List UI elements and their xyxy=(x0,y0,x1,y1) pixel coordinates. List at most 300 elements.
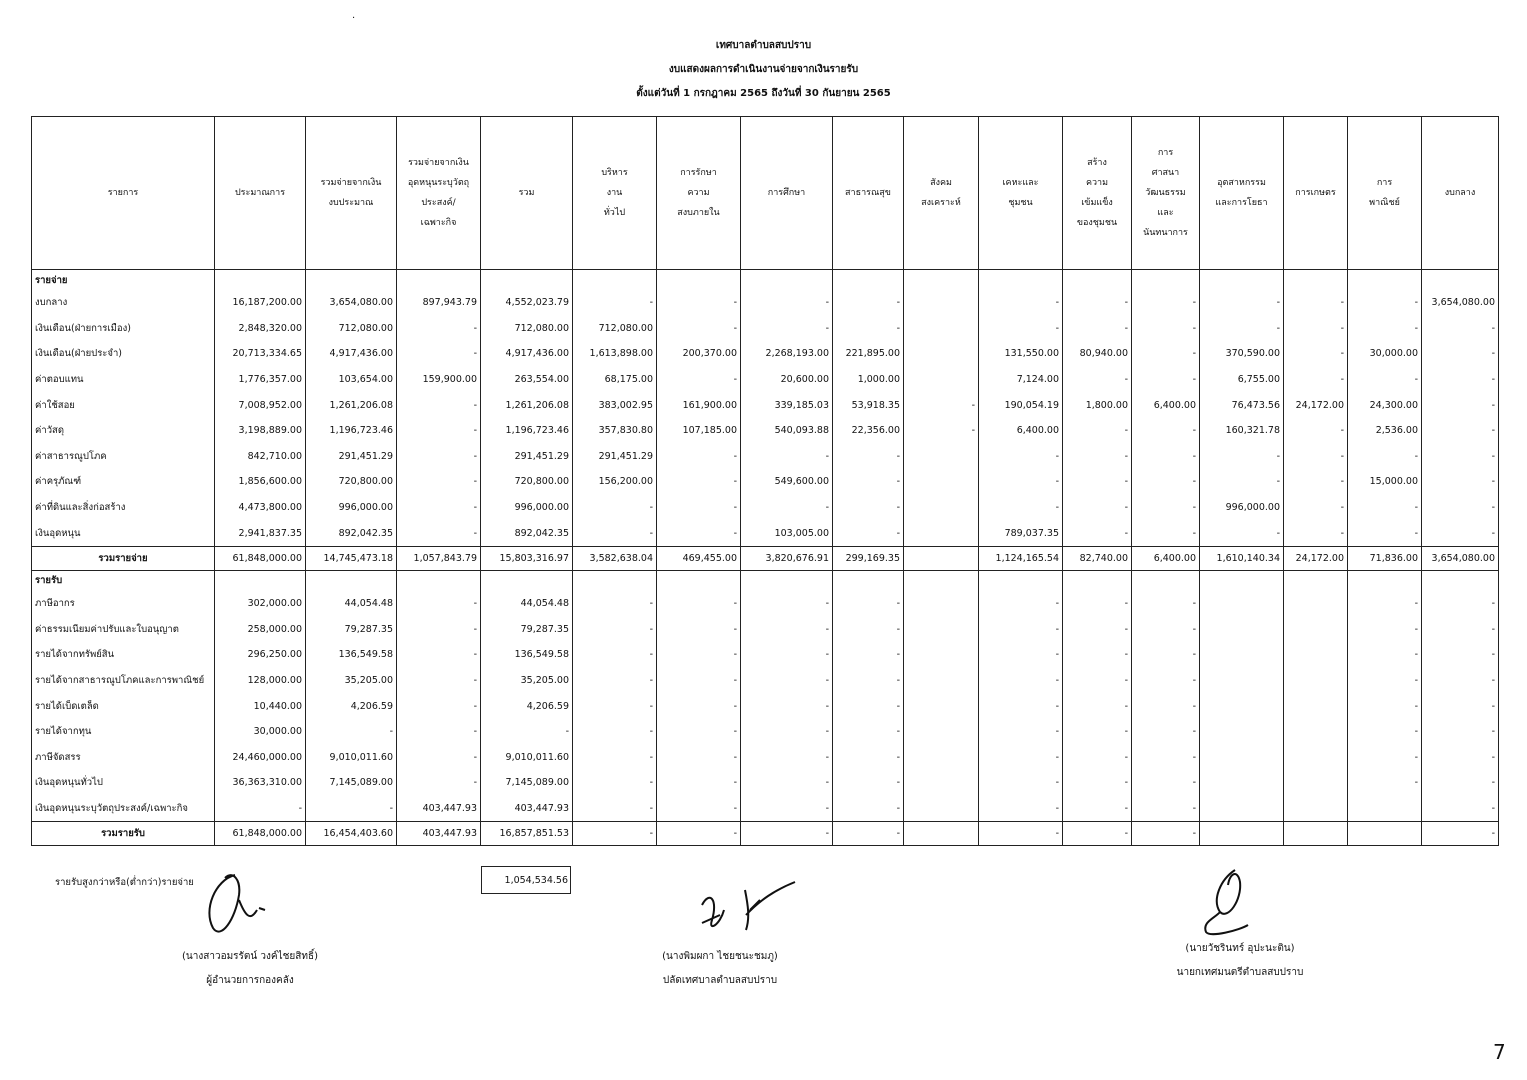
empty-cell xyxy=(904,270,979,291)
table-cell: 789,037.35 xyxy=(979,520,1063,546)
empty-cell xyxy=(215,570,306,591)
table-cell: - xyxy=(1200,316,1284,342)
table-cell: - xyxy=(833,693,904,719)
table-cell: - xyxy=(1063,642,1132,668)
table-row xyxy=(32,693,1499,719)
table-cell: - xyxy=(833,719,904,745)
column-header: รวม xyxy=(481,117,573,270)
row-label: รายได้เบ็ดเตล็ด xyxy=(32,693,215,719)
signature-block-mayor xyxy=(1120,937,1360,985)
table-cell: - xyxy=(833,668,904,694)
table-cell: - xyxy=(1132,770,1200,796)
table-cell: 61,848,000.00 xyxy=(215,822,306,846)
table-cell: - xyxy=(1284,418,1348,444)
table-cell: - xyxy=(1284,520,1348,546)
table-cell xyxy=(904,546,979,570)
signer-position: ผู้อำนวยการกองคลัง xyxy=(206,975,294,986)
table-cell: - xyxy=(215,796,306,822)
page-number: 7 xyxy=(1493,1040,1506,1064)
table-cell: 263,554.00 xyxy=(481,367,573,393)
total-row xyxy=(32,546,1499,570)
table-cell: - xyxy=(657,770,741,796)
signature-block-municipal-clerk xyxy=(610,945,830,993)
table-cell: - xyxy=(1422,316,1499,342)
table-cell: - xyxy=(573,591,657,617)
table-cell: - xyxy=(1348,719,1422,745)
column-header: บริหาร งาน ทั่วไป xyxy=(573,117,657,270)
empty-cell xyxy=(833,270,904,291)
table-cell xyxy=(904,316,979,342)
row-label: งบกลาง xyxy=(32,290,215,316)
table-row xyxy=(32,520,1499,546)
table-cell: 3,582,638.04 xyxy=(573,546,657,570)
table-cell: 299,169.35 xyxy=(833,546,904,570)
empty-cell xyxy=(397,570,481,591)
table-cell: - xyxy=(1063,418,1132,444)
table-cell: - xyxy=(1132,444,1200,470)
empty-cell xyxy=(397,270,481,291)
table-cell: - xyxy=(397,316,481,342)
table-cell: - xyxy=(1063,591,1132,617)
table-cell: - xyxy=(1063,367,1132,393)
table-cell: 128,000.00 xyxy=(215,668,306,694)
table-cell: - xyxy=(1063,444,1132,470)
table-cell: - xyxy=(1200,444,1284,470)
table-cell xyxy=(1284,668,1348,694)
column-header: รายการ xyxy=(32,117,215,270)
table-cell: 15,000.00 xyxy=(1348,469,1422,495)
signer-name: (นายวัชรินทร์ อุปะนะติน) xyxy=(1185,943,1295,954)
table-cell: 6,400.00 xyxy=(979,418,1063,444)
table-cell: - xyxy=(833,745,904,771)
empty-cell xyxy=(979,270,1063,291)
table-cell: 9,010,011.60 xyxy=(306,745,397,771)
table-cell: - xyxy=(1200,469,1284,495)
table-cell: - xyxy=(1348,642,1422,668)
table-cell: 35,205.00 xyxy=(306,668,397,694)
table-row xyxy=(32,444,1499,470)
table-cell: 160,321.78 xyxy=(1200,418,1284,444)
table-cell: - xyxy=(979,693,1063,719)
row-label: ค่าที่ดินและสิ่งก่อสร้าง xyxy=(32,495,215,521)
table-cell xyxy=(1200,642,1284,668)
table-cell: 1,800.00 xyxy=(1063,392,1132,418)
table-cell: - xyxy=(833,290,904,316)
table-cell: - xyxy=(1132,520,1200,546)
table-cell: 339,185.03 xyxy=(741,392,833,418)
row-label: ค่าตอบแทน xyxy=(32,367,215,393)
table-cell: 6,755.00 xyxy=(1200,367,1284,393)
table-cell: 1,124,165.54 xyxy=(979,546,1063,570)
table-cell: 4,917,436.00 xyxy=(481,341,573,367)
table-cell: 20,713,334.65 xyxy=(215,341,306,367)
table-cell: - xyxy=(657,745,741,771)
table-cell: 357,830.80 xyxy=(573,418,657,444)
table-cell: - xyxy=(1132,367,1200,393)
row-label: เงินอุดหนุนระบุวัตถุประสงค์/เฉพาะกิจ xyxy=(32,796,215,822)
row-label: รวมรายรับ xyxy=(32,822,215,846)
table-cell: - xyxy=(657,642,741,668)
table-row xyxy=(32,719,1499,745)
table-cell: - xyxy=(657,591,741,617)
column-header-row xyxy=(32,117,1499,270)
table-row xyxy=(32,642,1499,668)
empty-cell xyxy=(904,570,979,591)
table-cell: - xyxy=(397,444,481,470)
table-cell: 82,740.00 xyxy=(1063,546,1132,570)
table-cell: - xyxy=(1132,341,1200,367)
table-cell: - xyxy=(1063,617,1132,643)
empty-cell xyxy=(741,570,833,591)
table-cell: - xyxy=(1063,693,1132,719)
table-cell xyxy=(1348,796,1422,822)
table-cell: - xyxy=(1132,290,1200,316)
table-cell: 383,002.95 xyxy=(573,392,657,418)
table-cell: 3,820,676.91 xyxy=(741,546,833,570)
table-cell xyxy=(1200,796,1284,822)
table-cell: - xyxy=(1132,668,1200,694)
section-title-row xyxy=(32,270,1499,291)
table-cell: 7,008,952.00 xyxy=(215,392,306,418)
table-cell xyxy=(1200,591,1284,617)
total-row xyxy=(32,822,1499,846)
table-cell: 4,917,436.00 xyxy=(306,341,397,367)
table-cell: - xyxy=(1348,290,1422,316)
table-cell: 71,836.00 xyxy=(1348,546,1422,570)
empty-cell xyxy=(833,570,904,591)
table-cell: - xyxy=(1422,745,1499,771)
table-cell: 4,473,800.00 xyxy=(215,495,306,521)
table-cell: - xyxy=(397,418,481,444)
table-cell: 136,549.58 xyxy=(306,642,397,668)
column-header: การ ศาสนา วัฒนธรรม และ นันทนาการ xyxy=(1132,117,1200,270)
column-header: สังคม สงเคราะห์ xyxy=(904,117,979,270)
table-cell xyxy=(904,745,979,771)
table-cell: - xyxy=(397,520,481,546)
row-label: เงินเดือน(ฝ่ายประจำ) xyxy=(32,341,215,367)
table-cell xyxy=(1284,591,1348,617)
table-cell: 3,654,080.00 xyxy=(1422,290,1499,316)
table-cell: - xyxy=(573,745,657,771)
row-label: เงินอุดหนุนทั่วไป xyxy=(32,770,215,796)
table-cell: - xyxy=(1063,290,1132,316)
table-cell: - xyxy=(1422,469,1499,495)
table-cell: - xyxy=(833,469,904,495)
table-cell: - xyxy=(1063,822,1132,846)
table-cell: 842,710.00 xyxy=(215,444,306,470)
empty-cell xyxy=(306,570,397,591)
empty-cell xyxy=(1348,570,1422,591)
table-cell xyxy=(1200,770,1284,796)
table-cell: 6,400.00 xyxy=(1132,392,1200,418)
table-cell: 30,000.00 xyxy=(1348,341,1422,367)
table-cell xyxy=(904,693,979,719)
table-cell: - xyxy=(1063,316,1132,342)
table-cell: 403,447.93 xyxy=(397,796,481,822)
table-cell: - xyxy=(979,668,1063,694)
table-cell: 1,613,898.00 xyxy=(573,341,657,367)
table-cell: 131,550.00 xyxy=(979,341,1063,367)
section-title-row xyxy=(32,570,1499,591)
table-cell xyxy=(904,444,979,470)
table-cell: - xyxy=(833,591,904,617)
table-cell: - xyxy=(1348,770,1422,796)
table-cell: - xyxy=(833,316,904,342)
table-row xyxy=(32,668,1499,694)
table-cell: - xyxy=(1422,693,1499,719)
table-cell: - xyxy=(979,495,1063,521)
table-cell: - xyxy=(1132,822,1200,846)
table-cell: 1,057,843.79 xyxy=(397,546,481,570)
stray-mark: . xyxy=(352,10,356,21)
table-cell: 10,440.00 xyxy=(215,693,306,719)
table-cell: - xyxy=(1422,495,1499,521)
table-cell: 996,000.00 xyxy=(306,495,397,521)
table-cell: 61,848,000.00 xyxy=(215,546,306,570)
signature-2 xyxy=(690,870,810,940)
table-cell: - xyxy=(657,469,741,495)
empty-cell xyxy=(1284,270,1348,291)
empty-cell xyxy=(1422,570,1499,591)
table-cell: 4,206.59 xyxy=(306,693,397,719)
table-cell xyxy=(904,796,979,822)
column-header: สาธารณสุข xyxy=(833,117,904,270)
row-label: รายได้จากทุน xyxy=(32,719,215,745)
row-label: รายได้จากทรัพย์สิน xyxy=(32,642,215,668)
table-row xyxy=(32,367,1499,393)
table-cell: 291,451.29 xyxy=(573,444,657,470)
column-header: เคหะและ ชุมชน xyxy=(979,117,1063,270)
table-cell: 712,080.00 xyxy=(481,316,573,342)
table-cell: 1,196,723.46 xyxy=(306,418,397,444)
table-cell: 7,145,089.00 xyxy=(481,770,573,796)
table-cell: 4,206.59 xyxy=(481,693,573,719)
table-cell: - xyxy=(397,591,481,617)
table-cell: - xyxy=(1132,591,1200,617)
table-cell: - xyxy=(1422,822,1499,846)
signature-1 xyxy=(195,860,275,940)
table-cell: 16,454,403.60 xyxy=(306,822,397,846)
table-cell: - xyxy=(657,290,741,316)
table-cell: - xyxy=(1063,745,1132,771)
table-cell: - xyxy=(1132,796,1200,822)
column-header: การรักษา ความ สงบภายใน xyxy=(657,117,741,270)
table-cell: - xyxy=(657,617,741,643)
table-cell: - xyxy=(1063,520,1132,546)
table-cell: 136,549.58 xyxy=(481,642,573,668)
table-cell: 996,000.00 xyxy=(481,495,573,521)
table-cell: - xyxy=(1284,495,1348,521)
table-cell: 14,745,473.18 xyxy=(306,546,397,570)
empty-cell xyxy=(657,270,741,291)
report-period: ตั้งแต่วันที่ 1 กรกฎาคม 2565 ถึงวันที่ 30 กันยายน 2565 xyxy=(636,88,891,99)
table-cell: 1,856,600.00 xyxy=(215,469,306,495)
table-cell: - xyxy=(1132,316,1200,342)
table-cell: - xyxy=(573,617,657,643)
table-cell: 291,451.29 xyxy=(306,444,397,470)
table-cell xyxy=(1200,822,1284,846)
table-cell: - xyxy=(306,796,397,822)
table-cell xyxy=(904,822,979,846)
column-header: ประมาณการ xyxy=(215,117,306,270)
table-cell: - xyxy=(397,745,481,771)
table-cell: 403,447.93 xyxy=(397,822,481,846)
table-cell: - xyxy=(573,290,657,316)
table-cell: - xyxy=(979,719,1063,745)
table-cell: - xyxy=(657,367,741,393)
table-cell: - xyxy=(741,642,833,668)
table-cell: - xyxy=(979,822,1063,846)
table-cell: - xyxy=(741,719,833,745)
table-cell: 3,654,080.00 xyxy=(306,290,397,316)
column-header: รวมจ่ายจากเงิน อุดหนุนระบุวัตถุ ประสงค์/ เฉพาะกิจ xyxy=(397,117,481,270)
table-cell: - xyxy=(904,392,979,418)
table-cell: 16,187,200.00 xyxy=(215,290,306,316)
table-cell: - xyxy=(1348,316,1422,342)
table-cell: - xyxy=(1422,367,1499,393)
table-cell: 161,900.00 xyxy=(657,392,741,418)
table-cell: 76,473.56 xyxy=(1200,392,1284,418)
column-header: อุตสาหกรรม และการโยธา xyxy=(1200,117,1284,270)
table-cell: - xyxy=(1422,341,1499,367)
table-cell xyxy=(1200,719,1284,745)
table-cell: - xyxy=(1348,367,1422,393)
table-cell: 540,093.88 xyxy=(741,418,833,444)
table-cell xyxy=(904,770,979,796)
table-cell: - xyxy=(979,469,1063,495)
table-cell: 156,200.00 xyxy=(573,469,657,495)
table-cell: 712,080.00 xyxy=(306,316,397,342)
table-cell: - xyxy=(573,822,657,846)
table-cell: - xyxy=(1132,719,1200,745)
table-cell: - xyxy=(1348,745,1422,771)
table-cell: - xyxy=(1132,418,1200,444)
table-cell xyxy=(904,367,979,393)
empty-cell xyxy=(741,270,833,291)
table-cell xyxy=(904,719,979,745)
table-cell: 3,198,889.00 xyxy=(215,418,306,444)
empty-cell xyxy=(1200,270,1284,291)
signer-name: (นางพิมผกา ไชยชนะชมภู) xyxy=(662,951,778,962)
difference-label: รายรับสูงกว่าหรือ(ต่ำกว่า)รายจ่าย xyxy=(55,877,194,888)
table-cell: 720,800.00 xyxy=(306,469,397,495)
row-label: ค่าใช้สอย xyxy=(32,392,215,418)
table-cell: - xyxy=(1422,796,1499,822)
table-cell: 35,205.00 xyxy=(481,668,573,694)
table-cell: 2,848,320.00 xyxy=(215,316,306,342)
table-cell: - xyxy=(397,341,481,367)
org-title: เทศบาลตำบลสบปราบ xyxy=(715,40,812,51)
table-cell: - xyxy=(833,770,904,796)
difference-value: 1,054,534.56 xyxy=(481,866,571,894)
table-cell: - xyxy=(1063,719,1132,745)
table-cell: - xyxy=(1422,444,1499,470)
empty-cell xyxy=(481,570,573,591)
table-cell: - xyxy=(573,770,657,796)
table-cell: 103,654.00 xyxy=(306,367,397,393)
row-label: ค่าสาธารณูปโภค xyxy=(32,444,215,470)
column-header: งบกลาง xyxy=(1422,117,1499,270)
table-cell: 107,185.00 xyxy=(657,418,741,444)
table-cell: - xyxy=(979,770,1063,796)
table-cell: 79,287.35 xyxy=(481,617,573,643)
table-cell: - xyxy=(1422,719,1499,745)
table-cell: - xyxy=(1422,591,1499,617)
table-cell xyxy=(1200,668,1284,694)
table-cell xyxy=(1284,822,1348,846)
table-cell: - xyxy=(397,495,481,521)
column-header: รวมจ่ายจากเงิน งบประมาณ xyxy=(306,117,397,270)
column-header: การเกษตร xyxy=(1284,117,1348,270)
table-cell: - xyxy=(1200,290,1284,316)
signature-block-finance-director xyxy=(140,945,360,993)
section-title: รายจ่าย xyxy=(32,270,215,291)
table-cell: - xyxy=(1348,693,1422,719)
table-cell: - xyxy=(1284,341,1348,367)
table-cell: - xyxy=(833,495,904,521)
row-label: ค่าธรรมเนียมค่าปรับและใบอนุญาต xyxy=(32,617,215,643)
table-row xyxy=(32,745,1499,771)
table-cell: - xyxy=(1422,617,1499,643)
table-cell: - xyxy=(1284,367,1348,393)
table-cell: - xyxy=(1132,617,1200,643)
table-cell: - xyxy=(741,617,833,643)
table-cell: - xyxy=(397,668,481,694)
report-body xyxy=(32,270,1499,846)
table-cell: - xyxy=(397,617,481,643)
table-cell: - xyxy=(481,719,573,745)
column-header: การศึกษา xyxy=(741,117,833,270)
table-cell: - xyxy=(979,617,1063,643)
table-cell: 15,803,316.97 xyxy=(481,546,573,570)
table-cell: - xyxy=(1422,642,1499,668)
table-cell: - xyxy=(1348,520,1422,546)
table-cell: 892,042.35 xyxy=(481,520,573,546)
table-cell xyxy=(1284,642,1348,668)
table-cell xyxy=(904,668,979,694)
empty-cell xyxy=(1132,570,1200,591)
row-label: รวมรายจ่าย xyxy=(32,546,215,570)
table-cell: 996,000.00 xyxy=(1200,495,1284,521)
empty-cell xyxy=(1348,270,1422,291)
table-cell: - xyxy=(833,796,904,822)
table-cell: - xyxy=(397,392,481,418)
row-label: ค่าครุภัณฑ์ xyxy=(32,469,215,495)
table-cell: 1,261,206.08 xyxy=(306,392,397,418)
table-cell: - xyxy=(833,520,904,546)
table-cell: - xyxy=(657,495,741,521)
table-cell: - xyxy=(741,796,833,822)
row-label: ภาษีจัดสรร xyxy=(32,745,215,771)
table-cell: - xyxy=(979,444,1063,470)
table-cell: 403,447.93 xyxy=(481,796,573,822)
table-row xyxy=(32,316,1499,342)
table-cell: 1,196,723.46 xyxy=(481,418,573,444)
table-cell: 302,000.00 xyxy=(215,591,306,617)
table-cell xyxy=(904,520,979,546)
table-cell: - xyxy=(1063,796,1132,822)
empty-cell xyxy=(573,270,657,291)
table-cell: 2,268,193.00 xyxy=(741,341,833,367)
table-cell: - xyxy=(657,668,741,694)
table-cell: - xyxy=(979,316,1063,342)
table-cell: - xyxy=(657,822,741,846)
signer-position: ปลัดเทศบาลตำบลสบปราบ xyxy=(662,975,778,986)
table-cell: 44,054.48 xyxy=(481,591,573,617)
table-cell: 549,600.00 xyxy=(741,469,833,495)
table-cell: - xyxy=(833,617,904,643)
table-cell: - xyxy=(741,693,833,719)
